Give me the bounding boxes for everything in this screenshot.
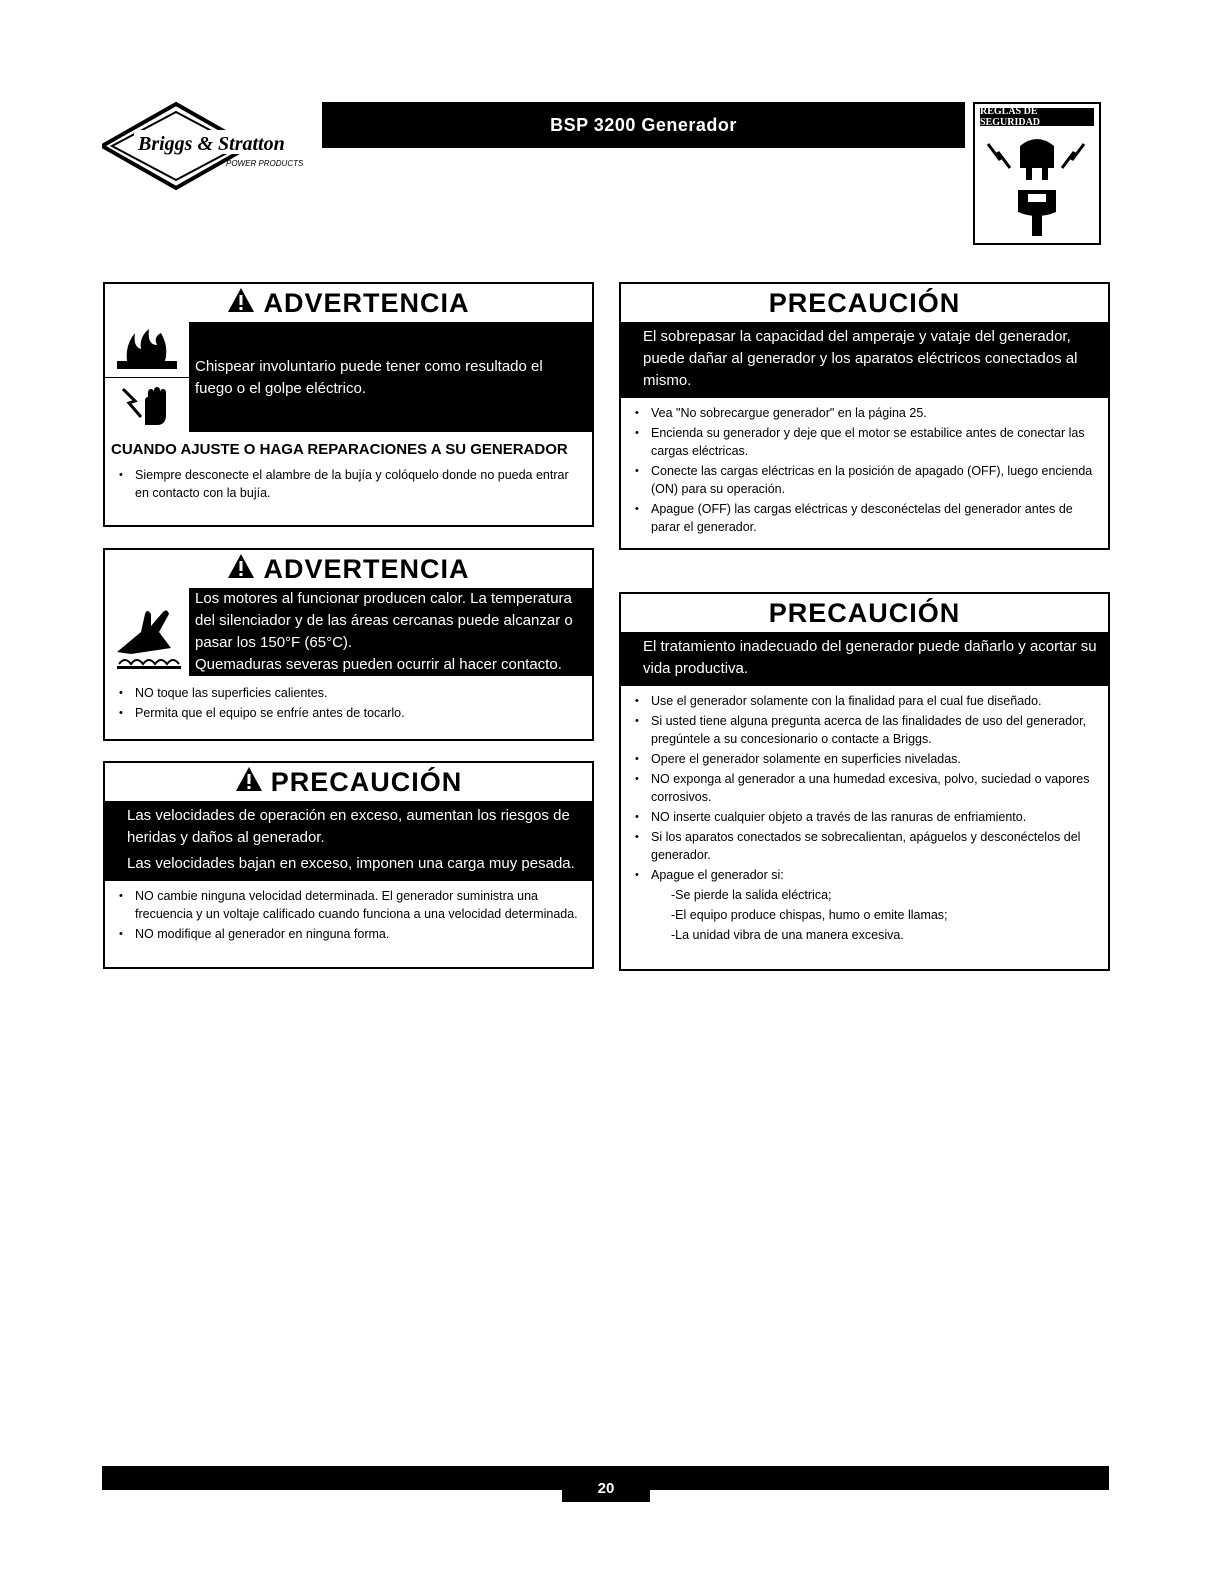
caution-text: Las velocidades de operación en exceso, aumentan los riesgos de heridas y daños al generador. Las velocidades bajan en exceso, imponen una carga muy pesada.	[105, 801, 592, 881]
warning-triangle-icon	[227, 553, 255, 586]
fire-icon	[105, 322, 189, 377]
badge-title: REGLAS DE SEGURIDAD	[980, 108, 1094, 126]
bullet-list	[105, 460, 592, 508]
caution-box-overload	[619, 282, 1110, 550]
unplug-icon	[980, 128, 1094, 240]
warning-triangle-icon	[235, 766, 263, 799]
page-number: 20	[562, 1474, 650, 1502]
sub-item: -La unidad vibra de una manera excesiva.	[671, 928, 904, 942]
list-item: • Si los aparatos conectados se sobrecalientan, apáguelos y desconéctelos del generador.	[631, 828, 1098, 864]
list-item: • Apague (OFF) las cargas eléctricas y desconéctelas del generador antes de parar el generador.	[631, 500, 1098, 536]
list-item: • NO inserte cualquier objeto a través de las ranuras de enfriamiento.	[631, 808, 1098, 826]
caution-box-speed	[103, 761, 594, 969]
warning-band	[105, 322, 592, 432]
warning-text: Chispear involuntario puede tener como resultado el fuego o el golpe eléctrico.	[195, 358, 543, 397]
bullet-list	[105, 881, 592, 949]
list-item: • Permita que el equipo se enfríe antes de tocarlo.	[115, 704, 582, 722]
brand-name: Briggs & Stratton	[138, 133, 285, 155]
list-item: • Siempre desconecte el alambre de la bujía y colóquelo donde no pueda entrar en contacto con la bujía.	[115, 466, 582, 502]
box-title: ADVERTENCIA	[105, 550, 592, 588]
warning-box-heat	[103, 548, 594, 741]
warning-text: Los motores al funcionar producen calor. La temperatura del silenciador y de las áreas cercanas puede alcanzar o pasar los 150°F (65°C). Quemaduras severas pueden ocurrir al hacer contacto.	[195, 590, 573, 673]
bullet-list	[105, 676, 592, 728]
header-title: BSP 3200 Generador	[322, 102, 965, 148]
caution-text: El tratamiento inadecuado del generador puede dañarlo y acortar su vida productiva.	[621, 632, 1108, 686]
list-item: • NO exponga al generador a una humedad excesiva, polvo, suciedad o vapores corrosivos.	[631, 770, 1098, 806]
list-item: • Conecte las cargas eléctricas en la posición de apagado (OFF), luego encienda (ON) para su operación.	[631, 462, 1098, 498]
brand-sub: POWER PRODUCTS	[226, 159, 304, 168]
warning-box-spark	[103, 282, 594, 527]
electric-shock-icon	[105, 377, 189, 433]
safety-rules-badge	[973, 102, 1101, 245]
warning-band	[105, 588, 592, 676]
list-item: • Opere el generador solamente en superficies niveladas.	[631, 750, 1098, 768]
list-item: • NO modifique al generador en ninguna forma.	[115, 925, 582, 943]
list-item: • NO cambie ninguna velocidad determinada. El generador suministra una frecuencia y un voltaje calificado cuando funciona a una velocidad determinada.	[115, 887, 582, 923]
list-item: • Encienda su generador y deje que el motor se estabilice antes de conectar las cargas eléctricas.	[631, 424, 1098, 460]
list-item: • NO toque las superficies calientes.	[115, 684, 582, 702]
hot-surface-hand-icon	[105, 588, 189, 676]
bullet-list	[621, 398, 1108, 542]
list-item: • Vea "No sobrecargue generador" en la página 25.	[631, 404, 1098, 422]
list-item: • Use el generador solamente con la finalidad para el cual fue diseñado.	[631, 692, 1098, 710]
caution-text: El sobrepasar la capacidad del amperaje y vataje del generador, puede dañar al generador y los aparatos eléctricos conectados al mismo.	[621, 322, 1108, 398]
box-title: PRECAUCIÓN	[105, 763, 592, 801]
section-subhead: CUANDO AJUSTE O HAGA REPARACIONES A SU GENERADOR	[111, 441, 568, 458]
list-item: • Si usted tiene alguna pregunta acerca de las finalidades de uso del generador, pregúntele a su concesionario o contacte a Briggs.	[631, 712, 1098, 748]
box-title: ADVERTENCIA	[105, 284, 592, 322]
bullet-list	[621, 686, 1108, 950]
warning-triangle-icon	[227, 287, 255, 320]
sub-item: -Se pierde la salida eléctrica;	[671, 888, 832, 902]
list-item: • Apague el generador si:	[631, 866, 1098, 884]
brand-logo	[102, 100, 324, 192]
box-title: PRECAUCIÓN	[768, 597, 961, 628]
sub-item: -El equipo produce chispas, humo o emite llamas;	[671, 908, 948, 922]
caution-box-misuse	[619, 592, 1110, 971]
box-title: PRECAUCIÓN	[768, 287, 961, 318]
